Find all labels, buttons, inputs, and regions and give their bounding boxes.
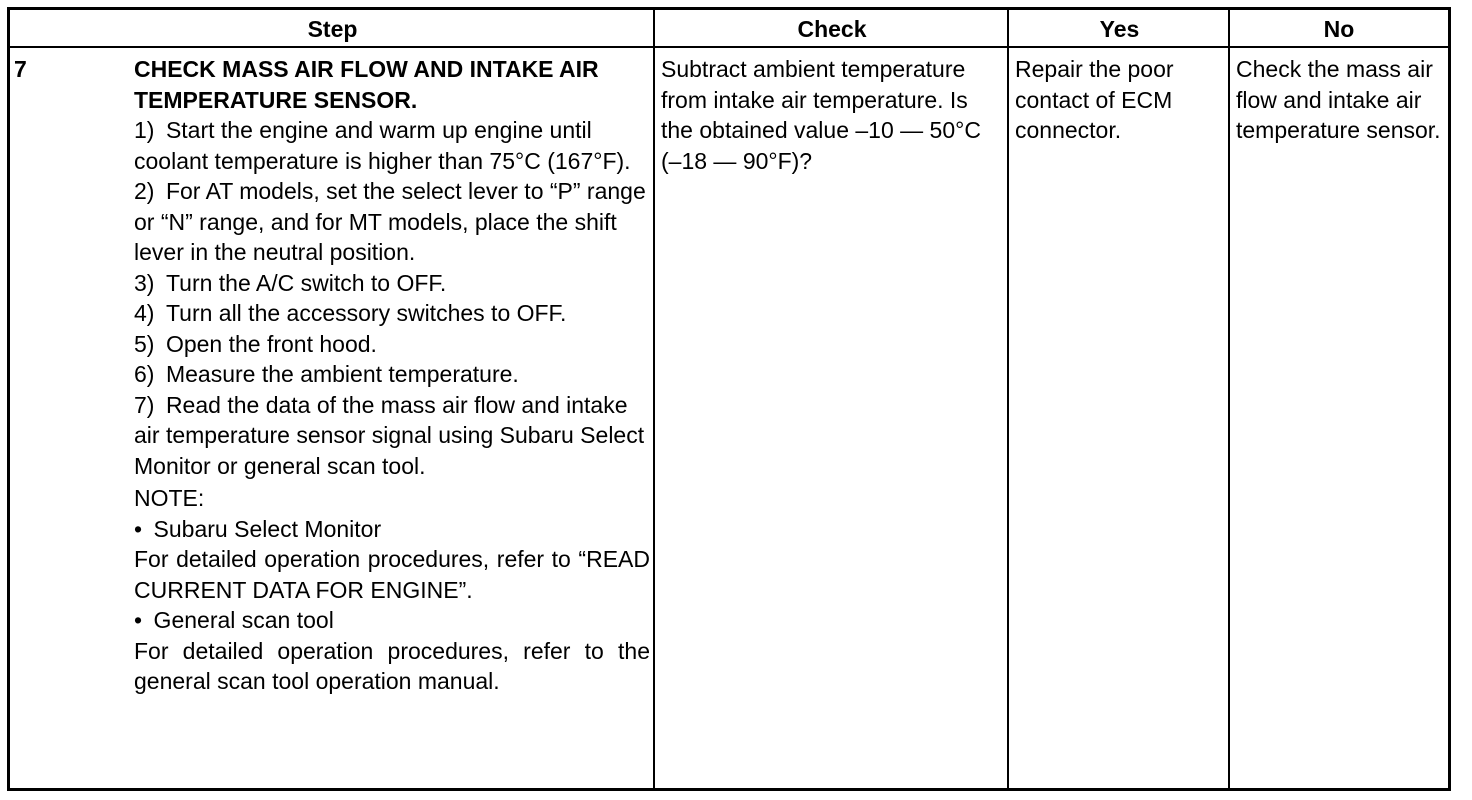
note-label: NOTE:	[134, 485, 205, 511]
header-check: Check	[797, 16, 867, 42]
no-content: Check the mass air flow and intake air temperature sensor.	[1236, 56, 1441, 143]
note-text-select-monitor: For detailed operation procedures, refer to “READ CURRENT DATA FOR ENGINE”.	[134, 546, 650, 603]
note-bullet-select-monitor: • Subaru Select Monitor	[134, 515, 382, 542]
column-divider-step-check	[653, 10, 655, 788]
step-instruction-5: 5) Open the front hood.	[134, 330, 377, 357]
step-title-line2: TEMPERATURE SENSOR.	[134, 86, 418, 113]
yes-content: Repair the poor contact of ECM connector.	[1015, 56, 1174, 143]
note-bullet-scan-tool: • General scan tool	[134, 607, 334, 633]
step-instruction-1: 1) Start the engine and warm up engine until coolant temperature is higher than 75°C (167°F).	[134, 117, 631, 174]
column-divider-check-yes	[1007, 10, 1009, 788]
table-header	[10, 10, 1448, 48]
note-text-scan-tool: For detailed operation procedures, refer to the general scan tool operation manual.	[134, 637, 650, 694]
step-instruction-2: 2) For AT models, set the select lever to “P” range or “N” range, and for MT models, place the shift lever in the neutral position.	[134, 178, 646, 265]
header-yes: Yes	[1099, 16, 1140, 42]
check-content: Subtract ambient temperature from intake air temperature. Is the obtained value –10 — 50°C (–18 — 90°F)?	[661, 56, 981, 174]
diagnostic-table	[7, 7, 1451, 791]
header-no: No	[1323, 16, 1355, 42]
step-title-line1: CHECK MASS AIR FLOW AND INTAKE AIR	[134, 56, 599, 82]
step-number: 7	[14, 56, 27, 82]
header-step: Step	[307, 16, 358, 42]
column-divider-yes-no	[1228, 10, 1230, 788]
step-instruction-7: 7) Read the data of the mass air flow and intake air temperature sensor signal using Subaru Select Monitor or general scan tool.	[134, 391, 645, 479]
step-instruction-6: 6) Measure the ambient temperature.	[134, 361, 519, 387]
step-content	[134, 54, 650, 697]
step-instruction-3: 3) Turn the A/C switch to OFF.	[134, 269, 447, 296]
step-instruction-4: 4) Turn all the accessory switches to OFF.	[134, 300, 567, 326]
